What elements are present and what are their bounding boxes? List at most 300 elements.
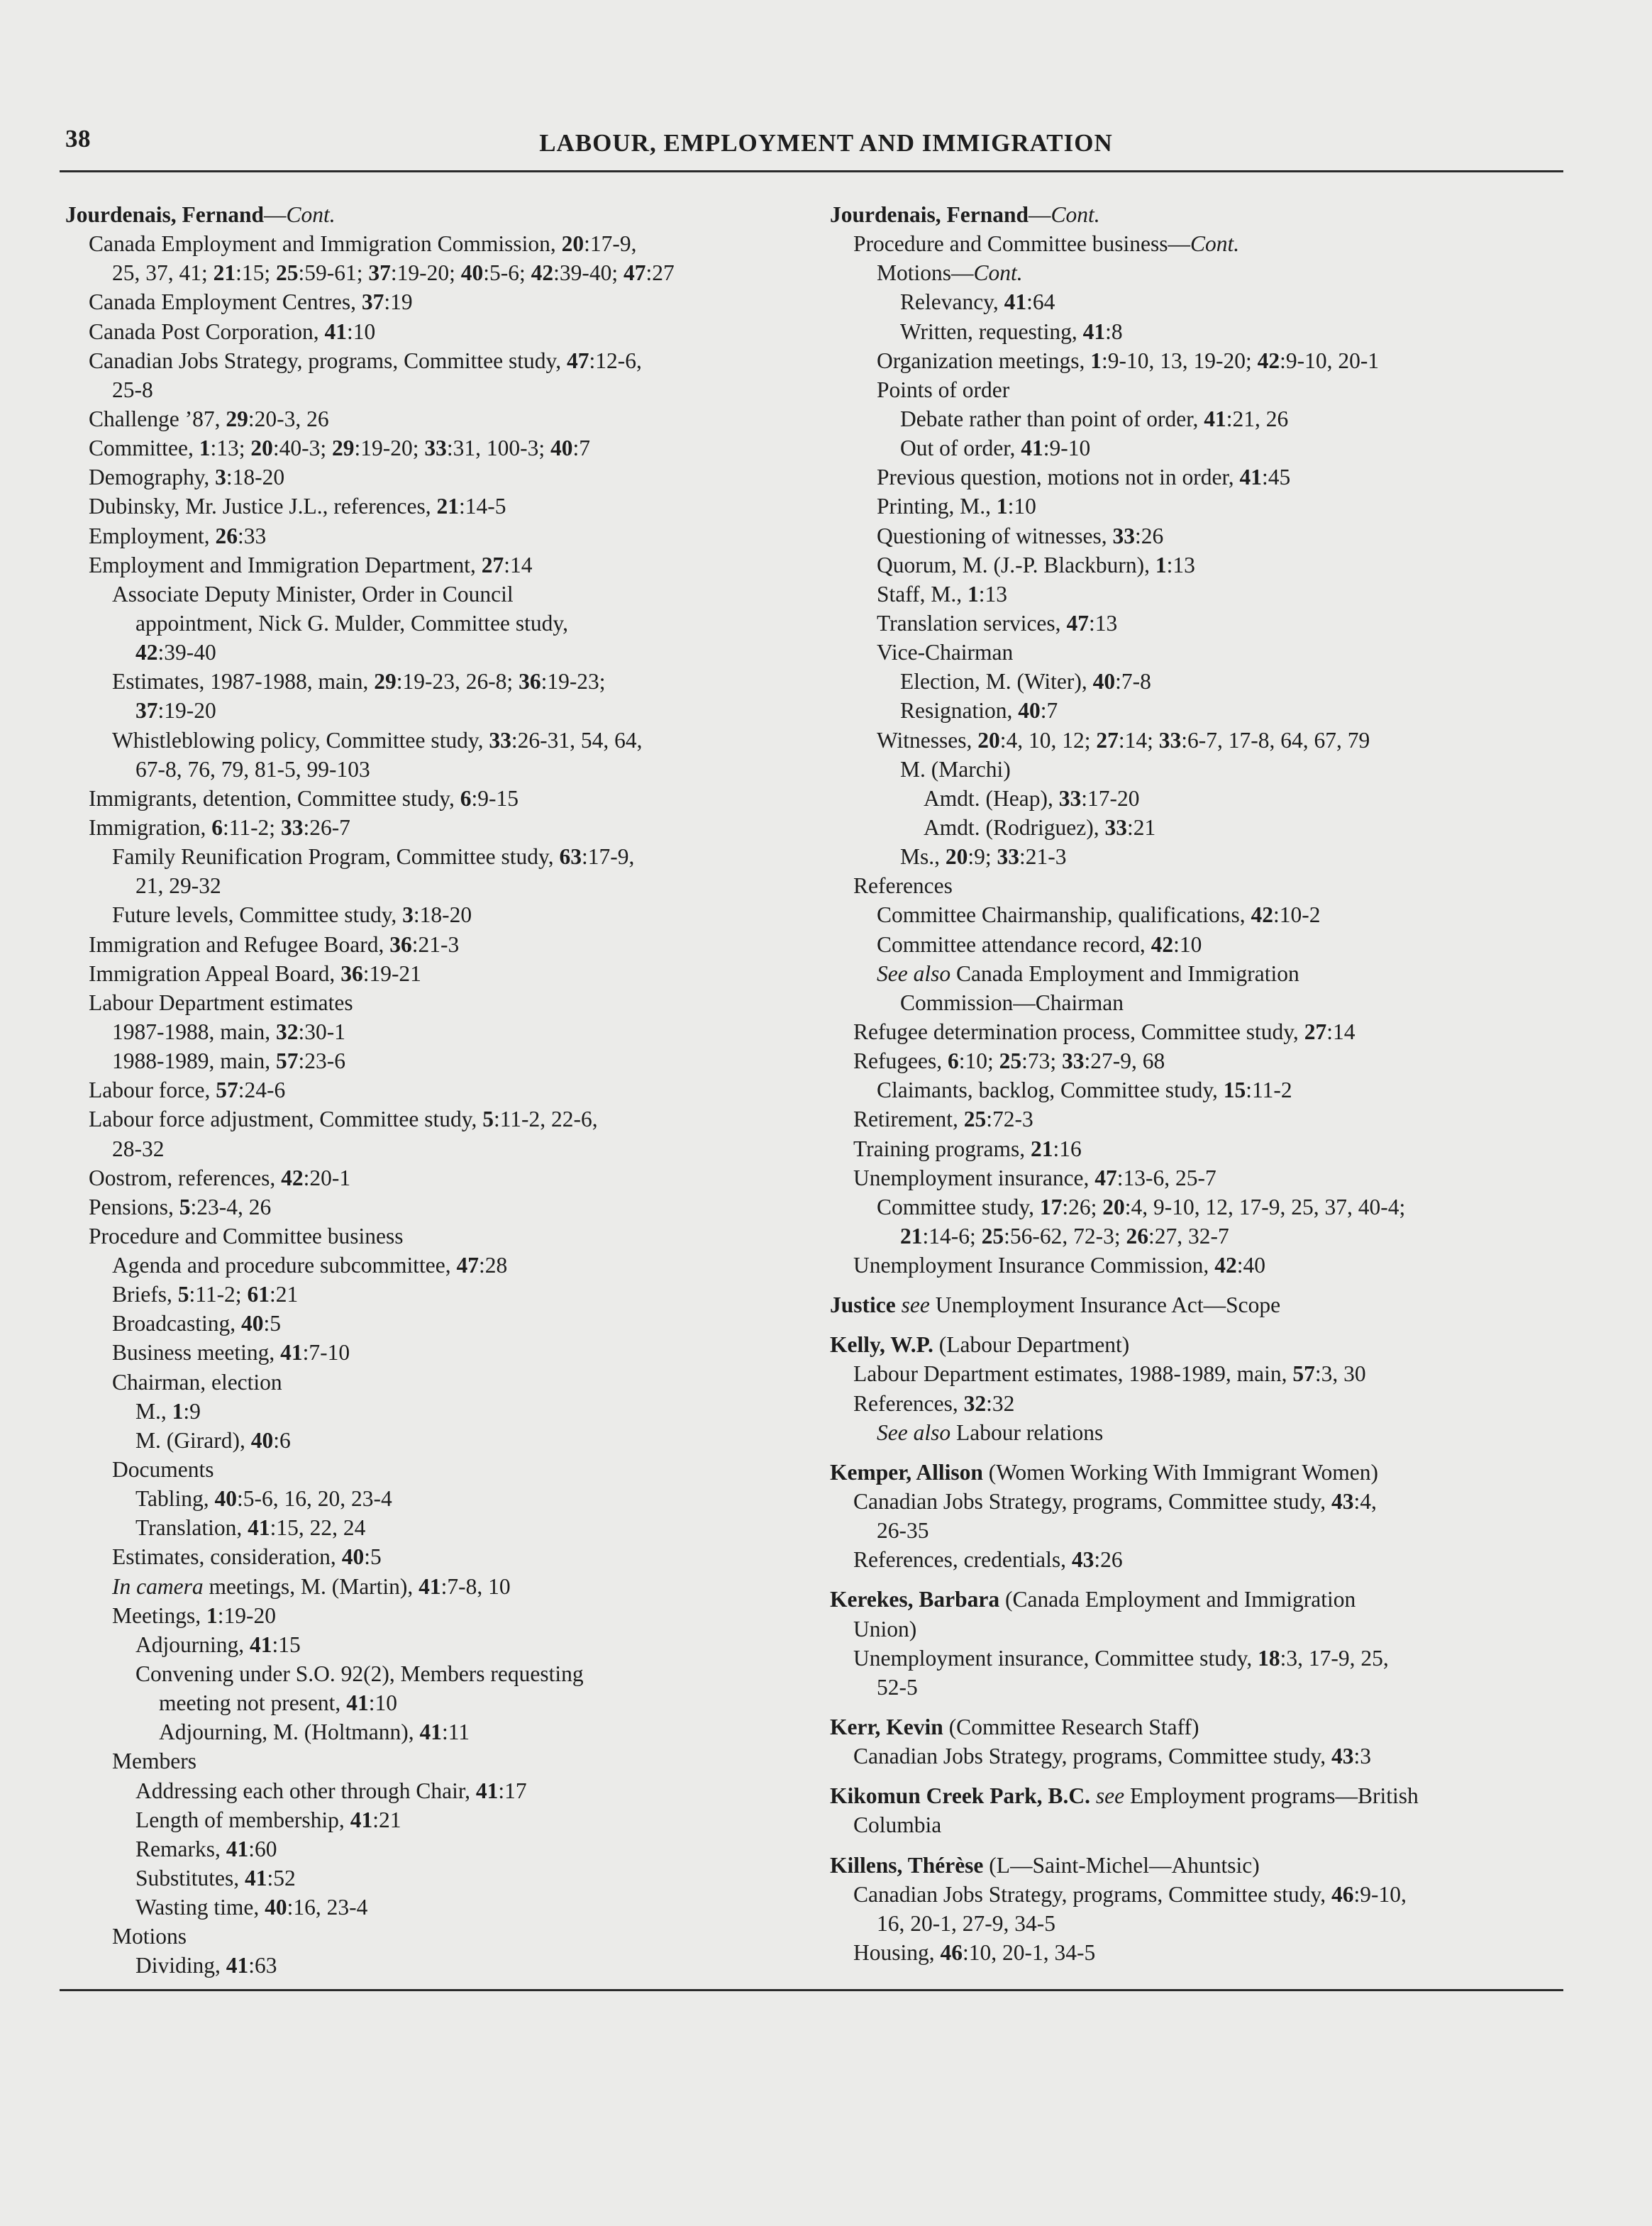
issue-number: 41	[324, 319, 347, 344]
entry-text: :20-1	[303, 1165, 351, 1190]
index-entry	[65, 1134, 821, 1163]
entry-text: :16	[1053, 1136, 1082, 1161]
entry-text: :45	[1261, 465, 1291, 490]
entry-text	[896, 1292, 902, 1317]
index-entry	[65, 1017, 821, 1046]
index-entry	[65, 317, 821, 346]
entry-text: Family Reunification Program, Committee study,	[112, 844, 560, 870]
entry-text: :40-3;	[272, 436, 332, 461]
entry-text: :9	[183, 1398, 201, 1424]
index-entry	[65, 1368, 821, 1397]
entry-text: Questioning of witnesses,	[877, 523, 1113, 548]
index-entry	[65, 1484, 821, 1513]
issue-number: 1	[172, 1398, 184, 1424]
index-heading	[830, 1712, 1568, 1742]
entry-text: Translation services,	[877, 610, 1067, 636]
issue-number: 33	[1158, 727, 1182, 753]
italic-text: In camera	[112, 1573, 204, 1599]
entry-text: :5-6, 16, 20, 23-4	[237, 1486, 392, 1512]
entry-text: :52	[267, 1866, 296, 1891]
issue-number: 40	[250, 1427, 274, 1453]
entry-text: :10	[1173, 931, 1202, 957]
entry-text: :9-15	[471, 785, 519, 811]
index-heading	[830, 200, 1568, 229]
index-entry	[830, 463, 1568, 492]
entry-text: Labour Department estimates, 1988-1989, main,	[853, 1361, 1293, 1387]
entry-text: Refugees,	[853, 1048, 948, 1074]
entry-text: Relevancy,	[900, 289, 1004, 315]
entry-text: M. (Girard),	[135, 1427, 251, 1453]
issue-number: 20	[1102, 1194, 1125, 1219]
entry-text: Refugee determination process, Committee study,	[853, 1019, 1304, 1044]
entry-text: Motions	[112, 1924, 187, 1949]
index-heading	[65, 200, 821, 229]
entry-text: :23-6	[298, 1048, 345, 1074]
entry-text: :32	[986, 1390, 1015, 1416]
entry-text: meeting not present,	[159, 1690, 347, 1716]
index-entry	[830, 258, 1568, 287]
index-entry	[830, 1880, 1568, 1909]
issue-number: 20	[945, 844, 968, 870]
index-entry	[830, 229, 1568, 258]
entry-text: Canada Post Corporation,	[89, 319, 325, 344]
issue-number: 41	[350, 1807, 373, 1832]
index-heading	[830, 1585, 1568, 1614]
issue-number: 27	[1096, 727, 1119, 753]
index-entry	[65, 667, 821, 696]
index-entry	[65, 375, 821, 404]
index-entry	[65, 696, 821, 725]
entry-text: :9-10	[1043, 436, 1091, 461]
entry-text: Canadian Jobs Strategy, programs, Committee study,	[89, 348, 567, 373]
entry-text: :7	[1040, 698, 1058, 724]
italic-text: Cont.	[973, 260, 1023, 286]
entry-text: Canadian Jobs Strategy, programs, Committee study,	[853, 1489, 1331, 1515]
entry-text: Dubinsky, Mr. Justice J.L., references,	[89, 494, 437, 519]
issue-number: 21	[436, 494, 459, 519]
entry-text: Whistleblowing policy, Committee study,	[112, 727, 489, 753]
index-entry	[65, 1572, 821, 1601]
entry-text: :15, 22, 24	[270, 1515, 366, 1541]
index-entry	[65, 1805, 821, 1834]
issue-number: 17	[1039, 1194, 1063, 1219]
entry-text: :28	[478, 1253, 508, 1278]
issue-number: Jourdenais, Fernand	[65, 202, 265, 227]
entry-text: :7-8, 10	[440, 1573, 511, 1599]
issue-number: 15	[1223, 1078, 1246, 1103]
issue-number: 40	[214, 1486, 238, 1512]
entry-text: Committee study,	[877, 1194, 1040, 1219]
entry-text: Organization meetings,	[877, 348, 1091, 373]
issue-number: 47	[623, 260, 646, 286]
entry-text: Wasting time,	[135, 1895, 265, 1920]
issue-number: 47	[1066, 610, 1089, 636]
entry-text: 1987-1988, main,	[112, 1019, 276, 1044]
entry-text: Immigration Appeal Board,	[89, 960, 341, 986]
entry-text: :11-2;	[189, 1282, 248, 1307]
issue-number: 41	[1239, 465, 1262, 490]
entry-text: appointment, Nick G. Mulder, Committee study,	[135, 610, 568, 636]
issue-number: 29	[226, 406, 248, 431]
entry-text: Labour relations	[950, 1419, 1104, 1445]
index-entry	[65, 609, 821, 638]
italic-text: see	[901, 1292, 930, 1318]
index-entry	[65, 871, 821, 900]
index-entry	[830, 1134, 1568, 1163]
entry-text: :6	[273, 1427, 291, 1453]
entry-text: :19-21	[362, 960, 421, 986]
entry-text: Debate rather than point of order,	[900, 406, 1204, 431]
index-entry	[830, 1222, 1568, 1251]
issue-number: 33	[1058, 785, 1082, 811]
entry-text: Printing, M.,	[877, 494, 997, 519]
entry-text: :27	[645, 260, 675, 286]
entry-text: :3, 17-9, 25,	[1280, 1645, 1389, 1671]
issue-number: 32	[963, 1390, 987, 1416]
entry-text: :9-10,	[1353, 1881, 1407, 1907]
index-entry	[65, 1717, 821, 1746]
index-entry	[65, 1222, 821, 1251]
entry-text: :14;	[1118, 727, 1159, 753]
entry-text: Convening under S.O. 92(2), Members requesting	[135, 1661, 584, 1687]
index-entry	[65, 433, 821, 463]
entry-text: :19-20;	[390, 260, 461, 286]
index-entry	[830, 813, 1568, 842]
entry-text: Documents	[112, 1457, 214, 1483]
issue-number: 41	[250, 1632, 272, 1657]
entry-text: 26-35	[877, 1518, 929, 1544]
issue-number: 47	[1094, 1165, 1117, 1190]
entry-text: :8	[1105, 319, 1123, 344]
entry-text: Unemployment insurance,	[853, 1165, 1095, 1190]
entry-text: Pensions,	[89, 1194, 179, 1219]
index-heading	[830, 1290, 1568, 1319]
index-entry	[830, 900, 1568, 929]
entry-text: Canadian Jobs Strategy, programs, Committee study,	[853, 1744, 1331, 1769]
entry-text: Immigration and Refugee Board,	[89, 931, 390, 957]
index-entry	[830, 959, 1568, 988]
entry-text: :5	[263, 1311, 281, 1336]
entry-text: :19-20	[157, 698, 216, 724]
entry-text: Dividing,	[135, 1953, 226, 1978]
issue-number: 33	[1061, 1048, 1085, 1074]
entry-text: Associate Deputy Minister, Order in Council	[112, 581, 514, 607]
entry-text	[1090, 1783, 1096, 1808]
entry-text: :13	[1166, 552, 1195, 577]
issue-number: 57	[275, 1048, 299, 1074]
index-entry	[65, 580, 821, 609]
index-entry	[830, 1644, 1568, 1673]
entry-text: :21	[372, 1807, 401, 1832]
issue-number: 21	[213, 260, 236, 286]
header-rule	[60, 170, 1563, 172]
index-entry	[65, 959, 821, 988]
index-entry	[65, 1922, 821, 1951]
entry-text: Length of membership,	[135, 1807, 350, 1832]
index-entry	[830, 1487, 1568, 1516]
entry-text: :15;	[235, 260, 277, 286]
entry-text: Procedure and Committee business—	[853, 231, 1191, 257]
entry-text: Committee attendance record,	[877, 931, 1151, 957]
entry-text: :13;	[210, 436, 251, 461]
entry-text: Union)	[853, 1616, 917, 1641]
index-entry	[65, 258, 821, 287]
issue-number: 43	[1071, 1547, 1094, 1573]
index-entry	[65, 492, 821, 521]
issue-number: 1	[1155, 552, 1167, 577]
issue-number: 1	[1090, 348, 1102, 373]
entry-text: :7-10	[302, 1340, 350, 1366]
entry-text: Election, M. (Witer),	[900, 669, 1093, 694]
issue-number: 61	[247, 1282, 270, 1307]
entry-text: (Canada Employment and Immigration	[999, 1587, 1356, 1612]
index-entry	[830, 871, 1568, 900]
entry-text: :10	[368, 1690, 397, 1716]
entry-text: :10;	[958, 1048, 999, 1074]
entry-text: :18-20	[413, 902, 472, 928]
entry-text: :12-6,	[589, 348, 642, 373]
entry-text: :19-23, 26-8;	[396, 669, 519, 694]
index-entry	[830, 492, 1568, 521]
issue-number: 5	[179, 1194, 191, 1219]
entry-text: Committee,	[89, 436, 199, 461]
index-entry	[65, 988, 821, 1017]
entry-text: :21-3	[411, 931, 460, 957]
index-entry	[830, 1615, 1568, 1644]
entry-text: :11-2, 22-6,	[493, 1107, 598, 1132]
entry-text: :26-31, 54, 64,	[511, 727, 643, 753]
entry-text: Tabling,	[135, 1486, 215, 1512]
entry-text: References	[853, 873, 953, 899]
issue-number: 41	[1204, 406, 1226, 431]
issue-number: 40	[1018, 698, 1041, 724]
entry-text: :7	[572, 436, 591, 461]
index-entry	[830, 1545, 1568, 1574]
entry-text: Housing,	[853, 1940, 941, 1966]
issue-number: 26	[1126, 1223, 1148, 1248]
entry-text: Estimates, 1987-1988, main,	[112, 669, 375, 694]
index-entry	[830, 1192, 1568, 1222]
issue-number: 41	[475, 1778, 499, 1803]
entry-text: :21	[1126, 814, 1156, 840]
entry-text: 67-8, 76, 79, 81-5, 99-103	[135, 756, 370, 782]
entry-text: :63	[248, 1953, 277, 1978]
entry-text: Canadian Jobs Strategy, programs, Committee study,	[853, 1881, 1331, 1907]
entry-text: :5	[364, 1544, 382, 1570]
index-entry	[65, 1864, 821, 1893]
entry-text: 1988-1989, main,	[112, 1048, 276, 1074]
issue-number: 41	[1082, 319, 1106, 344]
issue-number: 1	[968, 581, 979, 607]
index-entry	[830, 1418, 1568, 1447]
entry-text: :9;	[968, 844, 997, 870]
entry-text: :39-40;	[553, 260, 624, 286]
issue-number: Justice	[830, 1292, 896, 1318]
entry-text: M. (Marchi)	[900, 756, 1011, 782]
issue-number: 57	[216, 1078, 238, 1103]
index-column-right	[830, 200, 1568, 1967]
issue-number: 33	[1104, 814, 1127, 840]
entry-text: Witnesses,	[877, 727, 978, 753]
index-entry	[65, 287, 821, 316]
index-entry	[830, 1389, 1568, 1418]
index-entry	[830, 1810, 1568, 1839]
index-entry	[830, 346, 1568, 375]
index-entry	[65, 521, 821, 550]
issue-number: 37	[368, 260, 391, 286]
entry-text: :3	[1353, 1744, 1371, 1769]
index-entry	[65, 1746, 821, 1776]
issue-number: 27	[481, 552, 504, 577]
entry-text: Members	[112, 1749, 196, 1774]
entry-text: :26;	[1062, 1194, 1103, 1219]
entry-text: Unemployment insurance, Committee study,	[853, 1645, 1258, 1671]
issue-number: 41	[226, 1836, 249, 1861]
index-column-left	[65, 200, 821, 1981]
issue-number: 41	[1021, 436, 1043, 461]
index-entry	[65, 1455, 821, 1484]
issue-number: 33	[1112, 523, 1135, 548]
entry-text: Briefs,	[112, 1282, 178, 1307]
issue-number: 41	[280, 1340, 303, 1366]
entry-text: Immigration,	[89, 814, 212, 840]
index-entry	[830, 1673, 1568, 1702]
index-entry	[830, 609, 1568, 638]
entry-text: Motions—	[877, 260, 974, 286]
entry-text: :3, 30	[1314, 1361, 1366, 1387]
index-entry	[830, 726, 1568, 755]
index-entry	[830, 696, 1568, 725]
issue-number: 26	[215, 523, 238, 548]
entry-text: (L—Saint-Michel—Ahuntsic)	[983, 1852, 1260, 1878]
index-entry	[65, 1776, 821, 1805]
index-entry	[65, 726, 821, 755]
index-entry	[65, 463, 821, 492]
entry-text: :4,	[1353, 1489, 1377, 1515]
issue-number: 57	[1292, 1361, 1315, 1387]
index-entry	[65, 1397, 821, 1426]
entry-text: Addressing each other through Chair,	[135, 1778, 476, 1803]
entry-text: Meetings,	[112, 1602, 206, 1628]
index-entry	[65, 1893, 821, 1922]
entry-text: :17	[498, 1778, 527, 1803]
entry-text: Immigrants, detention, Committee study,	[89, 785, 460, 811]
entry-text: Ms.,	[900, 844, 946, 870]
entry-text: :26-7	[303, 814, 350, 840]
index-entry	[830, 1938, 1568, 1967]
entry-text: Canada Employment and Immigration Commission,	[89, 231, 562, 257]
entry-text: Committee Chairmanship, qualifications,	[877, 902, 1251, 928]
footer-rule	[60, 1989, 1563, 1991]
issue-number: 33	[424, 436, 447, 461]
entry-text: Labour force adjustment, Committee study,	[89, 1107, 483, 1132]
index-entry	[65, 1542, 821, 1571]
issue-number: 36	[340, 960, 363, 986]
entry-text: Business meeting,	[112, 1340, 281, 1366]
italic-text: See also	[877, 1419, 951, 1445]
index-entry	[65, 1659, 821, 1688]
entry-text: :10-2	[1273, 902, 1321, 928]
issue-number: 42	[135, 640, 158, 665]
index-entry	[65, 1630, 821, 1659]
index-entry	[65, 1046, 821, 1075]
issue-number: 42	[1151, 931, 1174, 957]
issue-number: 41	[418, 1573, 441, 1599]
entry-text: :31, 100-3;	[446, 436, 550, 461]
entry-text: :21, 26	[1226, 406, 1289, 431]
index-entry	[830, 1359, 1568, 1388]
entry-text: :19-20	[217, 1602, 276, 1628]
issue-number: 40	[265, 1895, 287, 1920]
entry-text: :15	[272, 1632, 301, 1657]
issue-number: Kikomun Creek Park, B.C.	[830, 1783, 1090, 1809]
entry-text: Claimants, backlog, Committee study,	[877, 1078, 1224, 1103]
entry-text: :10	[346, 319, 376, 344]
issue-number: 40	[240, 1311, 264, 1336]
issue-number: 5	[177, 1282, 189, 1307]
entry-text: Labour Department estimates	[89, 990, 353, 1015]
index-heading	[830, 1330, 1568, 1359]
issue-number: 25	[981, 1223, 1004, 1248]
index-entry	[65, 842, 821, 871]
entry-text: :17-9,	[584, 231, 637, 257]
index-entry	[830, 755, 1568, 784]
issue-number: 6	[211, 814, 223, 840]
entry-text: Employment,	[89, 523, 216, 548]
issue-number: Kerr, Kevin	[830, 1715, 943, 1740]
index-entry	[65, 229, 821, 258]
index-entry	[65, 1951, 821, 1980]
entry-text: Unemployment Insurance Act—Scope	[929, 1292, 1281, 1318]
entry-text: Amdt. (Heap),	[924, 785, 1059, 811]
index-entry	[830, 433, 1568, 463]
issue-number: 41	[419, 1720, 442, 1745]
entry-text: :14	[504, 552, 533, 577]
index-entry	[65, 1834, 821, 1864]
issue-number: 40	[341, 1544, 365, 1570]
entry-text: :4, 10, 12;	[999, 727, 1097, 753]
issue-number: 41	[226, 1953, 249, 1978]
entry-text: :39-40	[157, 640, 216, 665]
index-entry	[65, 346, 821, 375]
index-entry	[830, 375, 1568, 404]
entry-text: Points of order	[877, 377, 1010, 402]
entry-text: Adjourning,	[135, 1632, 250, 1657]
entry-text: :16, 23-4	[287, 1895, 368, 1920]
issue-number: Jourdenais, Fernand	[830, 202, 1029, 227]
index-entry	[830, 988, 1568, 1017]
issue-number: 40	[1092, 669, 1116, 694]
index-entry	[830, 842, 1568, 871]
entry-text: Amdt. (Rodriguez),	[924, 814, 1105, 840]
issue-number: 21	[900, 1223, 923, 1248]
entry-text: Future levels, Committee study,	[112, 902, 403, 928]
entry-text: :27, 32-7	[1148, 1223, 1229, 1248]
index-entry	[830, 638, 1568, 667]
entry-text: :11-2	[1246, 1078, 1292, 1103]
issue-number: 33	[280, 814, 304, 840]
entry-text: Staff, M.,	[877, 581, 968, 607]
issue-number: 47	[456, 1253, 479, 1278]
italic-text: Cont.	[1190, 231, 1240, 257]
entry-text: :10	[1007, 494, 1036, 519]
issue-number: 41	[245, 1866, 267, 1891]
index-entry	[65, 1251, 821, 1280]
entry-text: Out of order,	[900, 436, 1021, 461]
issue-number: 37	[135, 698, 158, 724]
entry-text: :19	[384, 289, 413, 315]
entry-text: 21, 29-32	[135, 873, 221, 899]
